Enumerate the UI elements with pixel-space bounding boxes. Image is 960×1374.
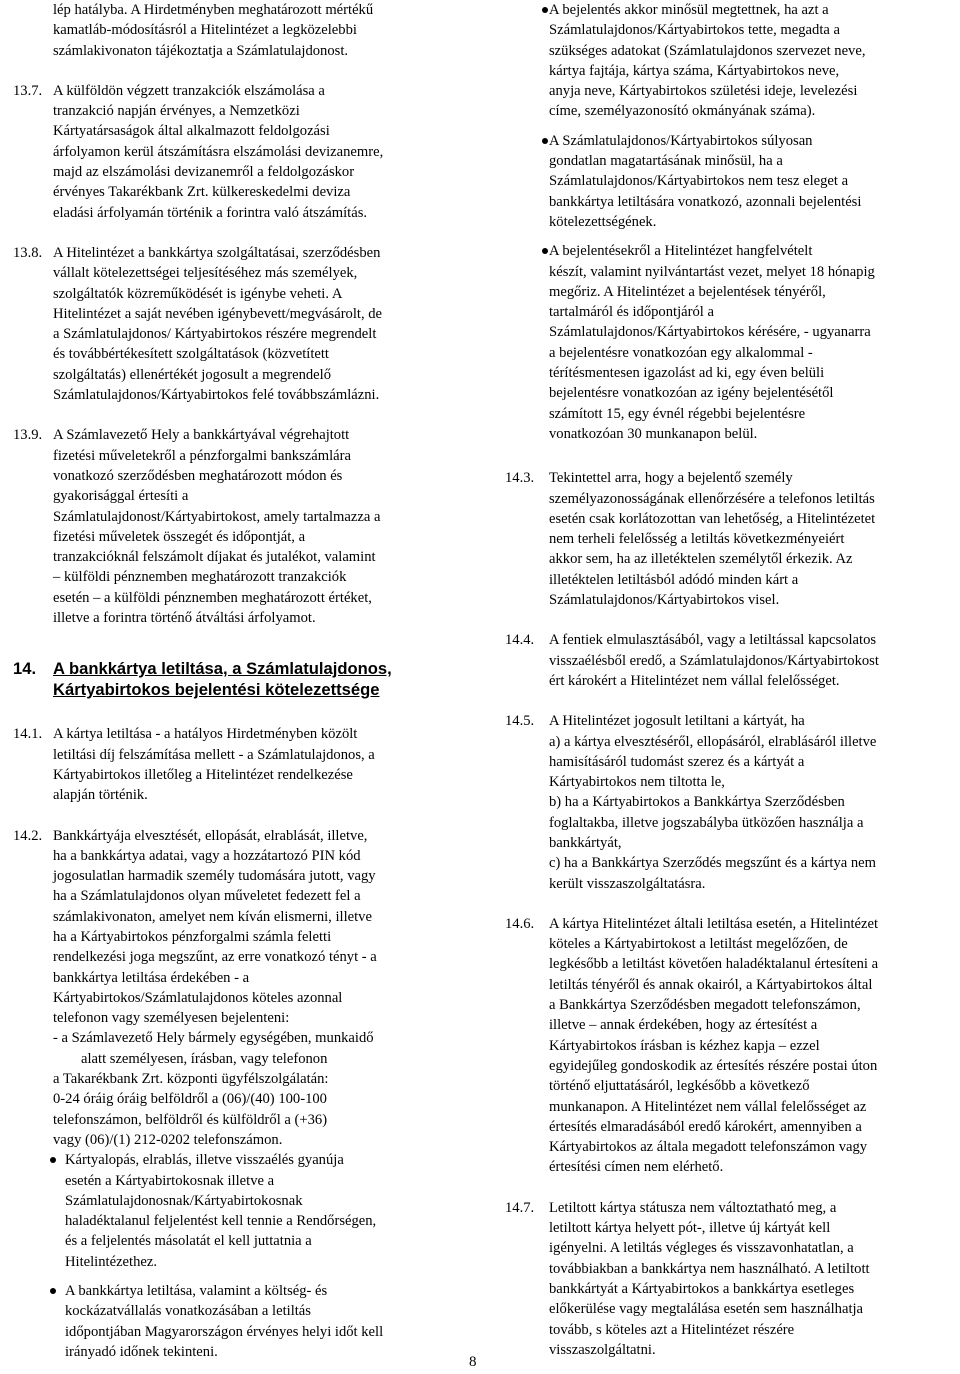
right-column (505, 0, 953, 1360)
text-line: Számlatulajdonos/Kártyabirtokos visel. (549, 592, 780, 609)
text-line: igényelni. A letiltás végleges és visszavonhatatlan, a (549, 1240, 854, 1257)
text-line: Hitelintézet a saját nevében igénybevett/megvásárolt, de (53, 305, 383, 322)
text-line: A Hitelintézet a bankkártya szolgáltatásai, szerződésben (53, 244, 381, 261)
text-line: irányadó időnek tekinteni. (65, 1343, 218, 1360)
text-line: Tekintettel arra, hogy a bejelentő személy (549, 470, 793, 487)
text-line: értesítési címen nem elérhető. (549, 1159, 724, 1176)
text-line: jogosulatlan harmadik személy tudomására jutott, vagy (53, 868, 376, 885)
text-line: bankkártyát a Kártyabirtokos a bankkártya esetleges (549, 1280, 855, 1297)
text-line: hamisításáról tudomást szerez és a kártyát a (549, 753, 805, 770)
text-line: Számlatulajdonost/Kártyabirtokost, amely tartalmazza a (53, 508, 381, 525)
text-line: Letiltott kártya státusza nem változtatható meg, a (549, 1199, 837, 1216)
text-line: kamatláb-módosításról a Hitelintézet a legközelebbi (53, 22, 357, 39)
text-line: gondatlan magatartásának minősül, ha a (549, 153, 783, 170)
section-13-8 (13, 243, 450, 405)
section-13-9 (13, 425, 450, 628)
text-line: árfolyamon kerül átszámításra elszámolási devizanemre, (53, 143, 384, 160)
text-line: illetve a forintra történő átváltási árfolyamot. (53, 610, 316, 627)
text-line: időpontjában Magyarországon érvényes helyi időt kell (65, 1323, 384, 1340)
text-line: vállalt kötelezettségei teljesítéséhez más személyek, (53, 265, 358, 282)
text-line: akkor sem, ha az illetéktelen személytől érkezik. Az (549, 551, 853, 568)
heading-line: A bankkártya letiltása, a Számlatulajdonos, (53, 659, 392, 679)
text-line: kártya fajtája, kártya száma, Kártyabirtokos neve, (549, 62, 840, 79)
text-line: A bankkártya letiltása, valamint a költség- és (65, 1283, 328, 1300)
intro-paragraph (13, 0, 450, 61)
text-line: visszaszolgáltatni. (549, 1341, 656, 1358)
section-number: 14.4. (505, 632, 535, 649)
text-line: tranzakció napján érvényes, a Nemzetközi (53, 103, 300, 120)
text-line: a bejelentésre vonatkozóan egy alkalommal - (549, 344, 813, 361)
text-line: A Számlavezető Hely a bankkártyával végrehajtott (53, 427, 350, 444)
section-14-5 (505, 711, 953, 894)
left-column (13, 0, 450, 1362)
section-14-6 (505, 914, 953, 1178)
text-line: Számlatulajdonos/Kártyabirtokos nem tesz eleget a (549, 173, 849, 190)
text-line: eladási árfolyamán történik a forintra való átszámítás. (53, 204, 368, 221)
text-line: A fentiek elmulasztásából, vagy a letiltással kapcsolatos (549, 632, 877, 649)
text-line: b) ha a Kártyabirtokos a Bankkártya Szerződésben (549, 794, 845, 811)
bullet-item (505, 241, 953, 444)
section-number: 13.7. (13, 82, 43, 99)
section-14-2 (13, 826, 450, 1151)
text-line: ha a Számlatulajdonos olyan műveletet fedezett fel a (53, 888, 361, 905)
text-line: értesítés elmaradásából eredő károkért, amennyiben a (549, 1118, 862, 1135)
text-line: Kártyabirtokos illetőleg a Hitelintézet rendelkezése (53, 766, 353, 783)
section-number: 13.8. (13, 244, 43, 261)
text-line: A bejelentésekről a Hitelintézet hangfelvételt (549, 243, 813, 260)
text-line: a Számlatulajdonos/ Kártyabirtokos részére megrendelt (53, 326, 377, 343)
text-line: fizetési műveletekről a pénzforgalmi bankszámlára (53, 447, 351, 464)
text-line: Számlatulajdonos/Kártyabirtokos felé továbbszámlázni. (53, 387, 380, 404)
heading-line: Kártyabirtokos bejelentési kötelezettsége (53, 680, 380, 700)
text-line: számlakivonaton tájékoztatja a Számlatulajdonost. (53, 42, 349, 59)
section-heading-14 (13, 658, 450, 700)
heading-number: 14. (13, 659, 37, 679)
text-line: gyakorisággal értesíti a (53, 488, 189, 505)
section-14-4 (505, 630, 953, 691)
text-line: ért károkért a Hitelintézet nem vállal felelősséget. (549, 672, 840, 689)
text-line: bejelentésre vonatkozóan az igény bejelentésétől (549, 385, 834, 402)
section-number: 14.3. (505, 470, 535, 487)
section-14-3 (505, 468, 953, 610)
text-line: számított 15, egy évnél régebbi bejelentésre (549, 405, 806, 422)
text-line: megőriz. A Hitelintézet a bejelentések tényéről, (549, 283, 826, 300)
text-line: ha a Kártyabirtokos pénzforgalmi számla feletti (53, 928, 332, 945)
text-line: egyidejűleg gondoskodik az értesítés részére postai úton (549, 1057, 878, 1074)
text-line: előkerülése vagy megtalálása esetén sem használhatja (549, 1301, 864, 1318)
page-number: 8 (469, 1354, 477, 1370)
text-line: továbbiakban a bankkártya nem használható. A letiltott (549, 1260, 870, 1277)
text-line: rendelkezési joga megszűnt, az erre vonatkozó tényt - a (53, 949, 377, 966)
text-line: illetve – annak érdekében, hogy az értesítést a (549, 1017, 818, 1034)
text-line: ha a bankkártya adatai, vagy a hozzátartozó PIN kód (53, 847, 361, 864)
text-line: alatt személyesen, írásban, vagy telefonon (81, 1050, 328, 1067)
section-number: 13.9. (13, 427, 43, 444)
text-line: tovább, s köteles azt a Hitelintézet részére (549, 1321, 795, 1338)
section-number: 14.6. (505, 915, 535, 932)
text-line: szolgáltatás) ellenértékét jogosult a megrendelő (53, 366, 331, 383)
text-line: telefonszámon, belföldről és külföldről a (+36) (53, 1111, 328, 1128)
text-line: Kártyabirtokos nem tiltotta le, (549, 774, 725, 791)
text-line: foglaltakba, illetve jogszabályba ütközően használja a (549, 814, 864, 831)
text-line: nem terheli felelősség a letiltás következményeiért (549, 531, 845, 548)
text-line: Kártyatársaságok által alkalmazott feldolgozási (53, 123, 330, 140)
section-14-7 (505, 1198, 953, 1360)
text-line: esetén a Kártyabirtokosnak illetve a (65, 1172, 275, 1189)
text-line: A bejelentés akkor minősül megtettnek, ha azt a (549, 2, 829, 18)
text-line: 0-24 óráig óráig belföldről a (06)/(40) 100-100 (53, 1091, 327, 1108)
text-line: munkanapon. A Hitelintézet nem vállal felelősséget az (549, 1098, 867, 1115)
text-line: a) a kártya elvesztéséről, ellopásáról, elrablásáról illetve (549, 733, 877, 750)
text-line: került visszaszolgáltatásra. (549, 875, 706, 892)
text-line: lép hatályba. A Hirdetményben meghatározott mértékű (53, 2, 374, 18)
text-line: – külföldi pénznemben meghatározott tranzakciók (53, 569, 347, 586)
text-line: a Bankkártya Szerződésben megadott telefonszámon, (549, 997, 861, 1014)
text-line: érvényes Takarékbank Zrt. külkereskedelmi deviza (53, 184, 351, 201)
text-line: anyja neve, Kártyabirtokos születési ideje, levelezési (549, 83, 858, 100)
text-line: A kártya Hitelintézet általi letiltása esetén, a Hitelintézet (549, 915, 879, 932)
section-number: 14.2. (13, 827, 43, 844)
text-line: vonatkozó szerződésben meghatározott módon és (53, 467, 343, 484)
text-line: tartalmáról és időpontjáról a (549, 304, 714, 321)
text-line: Kártyabirtokos az általa megadott telefonszámon vagy (549, 1139, 868, 1156)
text-line: telefonon vagy személyesen bejelenteni: (53, 1010, 290, 1027)
text-line: kockázatvállalás vonatkozásában a letiltás (65, 1303, 311, 1320)
text-line: esetén csak korlátozottan van lehetőség, a Hitelintézetet (549, 510, 876, 527)
text-line: Bankkártyája elvesztését, ellopását, elrablását, illetve, (53, 827, 368, 844)
text-line: letiltott kártya helyett pót-, illetve új kártyát kell (549, 1220, 831, 1237)
text-line: Kártyabirtokos/Számlatulajdonos köteles azonnal (53, 989, 343, 1006)
text-line: tranzakcióknál felszámolt díjakat és jutalékot, valamint (53, 549, 376, 566)
text-line: fizetési műveletek összegét és időpontját, a (53, 528, 306, 545)
section-number: 14.7. (505, 1199, 535, 1216)
text-line: és továbbértékesített szolgáltatások (közvetített (53, 346, 329, 363)
text-line: számlakivonaton, amelyet nem kíván elismerni, illetve (53, 908, 372, 925)
text-line: Kártyabirtokos írásban is kézhez kapja – ezzel (549, 1037, 820, 1054)
text-line: bankkártyát, (549, 834, 622, 851)
text-line: Számlatulajdonos/Kártyabirtokos kérésére, - ugyanarra (549, 324, 871, 341)
text-line: szolgáltatók közreműködését is igénybe veheti. A (53, 285, 343, 302)
text-line: és a feljelentés másolatát el kell juttatnia a (65, 1233, 312, 1250)
text-line: történő eljuttatásáról, legkésőbb a következő (549, 1078, 810, 1095)
text-line: A Számlatulajdonos/Kártyabirtokos súlyosan (549, 132, 813, 149)
text-line: A külföldön végzett tranzakciók elszámolása a (53, 82, 325, 99)
bullet-item (13, 1281, 450, 1362)
text-line: személyazonosságának ellenőrzésére a telefonos letiltás (549, 490, 875, 507)
text-line: készít, valamint nyilvántartást vezet, melyet 18 hónapig (549, 263, 875, 280)
text-line: Hitelintézethez. (65, 1253, 157, 1270)
text-line: A kártya letiltása - a hatályos Hirdetményben közölt (53, 726, 358, 743)
section-14-1 (13, 724, 450, 805)
text-line: térítésmentesen igazolást ad ki, egy éven belüli (549, 365, 825, 382)
text-line: letiltás tényéről és annak okairól, a Kártyabirtokos által (549, 976, 873, 993)
text-line: esetén – a külföldi pénznemben meghatározott értéket, (53, 589, 372, 606)
text-line: Számlatulajdonos/Kártyabirtokos tette, megadta a (549, 22, 840, 39)
text-line: bankkártya letiltása érdekében - a (53, 969, 250, 986)
text-line: alapján történik. (53, 787, 148, 804)
text-line: legkésőbb a letiltást követően haladéktalanul értesíteni a (549, 956, 879, 973)
section-number: 14.5. (505, 713, 535, 730)
text-line: bankkártya letiltására vonatkozó, azonnali bejelentési (549, 193, 862, 210)
section-number: 14.1. (13, 726, 43, 743)
bullet-item (505, 0, 953, 122)
bullet-item (505, 131, 953, 232)
text-line: szükséges adatokat (Számlatulajdonos szervezet neve, (549, 42, 866, 59)
text-line: Számlatulajdonosnak/Kártyabirtokosnak (65, 1192, 303, 1209)
text-line: letiltási díj felszámítása mellett - a Számlatulajdonos, a (53, 746, 375, 763)
bullet-item (13, 1150, 450, 1272)
section-13-7 (13, 81, 450, 223)
text-line: majd az elszámolási devizanemről a feldolgozáskor (53, 164, 355, 181)
text-line: Kártyalopás, elrablás, illetve visszaélés gyanúja (65, 1152, 344, 1169)
text-line: vagy (06)/(1) 212-0202 telefonszámon. (53, 1131, 283, 1148)
text-line: illetéktelen letiltásból adódó minden kárt a (549, 571, 799, 588)
text-line: A Hitelintézet jogosult letiltani a kártyát, ha (549, 713, 805, 730)
text-line: haladéktalanul feljelentést kell tennie a Rendőrségen, (65, 1213, 377, 1230)
text-line: címe, személyazonosító okmányának száma). (549, 103, 816, 120)
text-line: köteles a Kártyabirtokost a letiltást megelőzően, de (549, 936, 848, 953)
text-line: vonatkozóan 30 munkanapon belül. (549, 425, 758, 442)
text-line: visszaélésből eredő, a Számlatulajdonos/Kártyabirtokost (549, 652, 879, 669)
text-line: c) ha a Bankkártya Szerződés megszűnt és a kártya nem (549, 855, 877, 872)
dash-list-item: - a Számlavezető Hely bármely egységében, munkaidő (53, 1030, 374, 1047)
text-line: a Takarékbank Zrt. központi ügyfélszolgálatán: (53, 1071, 329, 1088)
text-line: kötelezettségének. (549, 213, 657, 230)
